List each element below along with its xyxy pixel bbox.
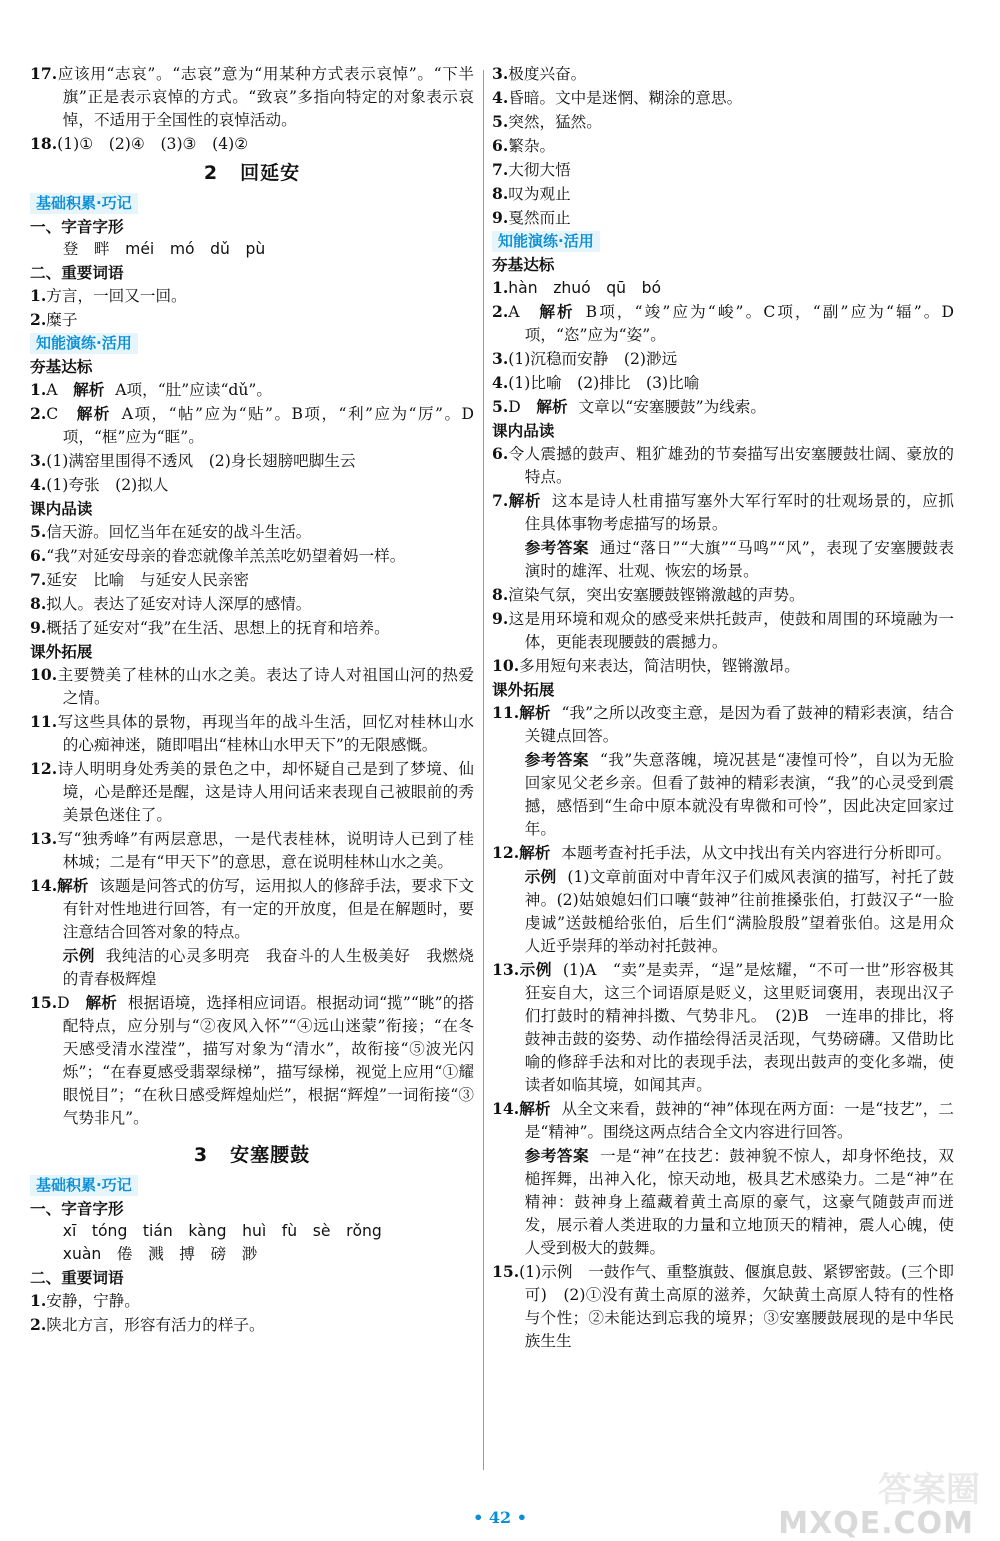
- answer-item: 9.戛然而止: [492, 208, 571, 227]
- answer-item: 14.解析 该题是问答式的仿写，运用拟人的修辞手法，要求下文有针对性地进行回答，有一定的开放度，但是在解题时，要注意结合回答对象的特点。: [30, 876, 474, 941]
- sub-heading: 课内品读: [30, 499, 93, 518]
- section-label: 知能演练·活用: [30, 333, 138, 354]
- answer-item: 2.A 解析 B项，“竣”应为“峻”。C项，“副”应为“辐”。D项，“恣”应为“姿”。: [492, 302, 954, 344]
- pinyin-line: xī tóng tián kàng huì fù sè rǒng: [62, 1222, 382, 1240]
- answer-item: 3.(1)满窑里围得不透风 (2)身长翅膀吧脚生云: [30, 451, 356, 470]
- answer-item: 14.解析 从全文来看，鼓神的“神”体现在两方面：一是“技艺”，二是“精神”。围绕这两点结合全文内容进行回答。: [492, 1099, 954, 1141]
- answer-item: 9.这是用环境和观众的感受来烘托鼓声，使鼓和周围的环境融为一体，更能表现腰鼓的震撼力。: [492, 609, 954, 651]
- watermark-site: MXQE.COM: [778, 1506, 974, 1541]
- sub-heading: 二、重要词语: [30, 263, 124, 282]
- answer-item: 8.拟人。表达了延安对诗人深厚的感情。: [30, 594, 312, 613]
- sub-heading: 一、字音字形: [30, 1199, 124, 1218]
- sub-heading: 夯基达标: [492, 255, 555, 274]
- answer-17: 17.应该用“志哀”。“志哀”意为“用某种方式表示哀悼”。“下半旗”正是表示哀悼的方式。“致哀”多指向特定的对象表示哀悼，不适用于全国性的哀悼活动。: [30, 64, 474, 129]
- example-answer: 示例 我纯洁的心灵多明亮 我奋斗的人生极美好 我燃烧的青春极辉煌: [62, 946, 474, 988]
- answer-item: 15.D 解析 根据语境，选择相应词语。根据动词“揽”“眺”的搭配特点，应分别与“②夜风入怀”“④远山迷蒙”衔接；“在冬天感受清水滢滢”，描写对象为“清水”，故衔接“⑤波光闪烁”；“在春夏感受翡翠绿梯”，描写绿梯，视觉上应用“①耀眼悦目”；“在秋日感受辉煌灿烂”，根据“辉煌”一词衔接“③气势非凡”。: [30, 993, 474, 1127]
- answer-item: 13.写“独秀峰”有两层意思，一是代表桂林，说明诗人已到了桂林城；二是有“甲天下”的意思，意在说明桂林山水之美。: [30, 829, 474, 871]
- answer-item: 6.令人震撼的鼓声、粗犷雄劲的节奏描写出安塞腰鼓壮阔、豪放的特点。: [492, 444, 954, 486]
- answer-number: 17.: [30, 64, 58, 83]
- answer-item: 1.hàn zhuó qū bó: [492, 278, 662, 297]
- answer-item: 1.安静，宁静。: [30, 1291, 140, 1310]
- answer-item: 4.(1)夸张 (2)拟人: [30, 475, 169, 494]
- answer-item: 8.渲染气氛，突出安塞腰鼓铿锵激越的声势。: [492, 585, 805, 604]
- answer-item: 15.(1)示例 一鼓作气、重整旗鼓、偃旗息鼓、紧锣密鼓。(三个即可) (2)①没有黄土高原的滋养，欠缺黄土高原人特有的性格与个性；②未能达到忘我的境界；③安塞腰鼓展现的是中华民族生生: [492, 1262, 954, 1350]
- watermark-logo: [762, 1462, 980, 1541]
- section-label: 基础积累·巧记: [30, 1175, 138, 1196]
- reference-answer: 参考答案 “我”失意落魄，境况甚是“凄惶可怜”，自以为无脸回家见父老乡亲。但看了鼓神的精彩表演，“我”的心灵受到震撼，感悟到“生命中原本就没有卑微和可怜”，因此决定回家过年。: [524, 750, 954, 838]
- watermark-brand: 答案圈: [878, 1470, 980, 1510]
- answer-item: 13.示例 (1)A “卖”是卖弄，“逞”是炫耀，“不可一世”形容极其狂妄自大，这三个词语原是贬义，这里贬词褒用，表现出汉子们打鼓时的精神抖擞、气势非凡。 (2)B 一连串的排比，将鼓神击鼓的姿势、动作描绘得活灵活现，气势磅礴。又借助比喻的修辞手法和对比的表现手法，表现出鼓声的变化多端，使读者如临其境，如闻其声。: [492, 960, 954, 1094]
- answer-item: 4.昏暗。文中是迷惘、糊涂的意思。: [492, 88, 743, 107]
- answer-item: 2.C 解析 A项，“帖”应为“贴”。B项，“利”应为“厉”。D项，“框”应为“眶”。: [30, 404, 474, 446]
- answer-18: 18.(1)① (2)④ (3)③ (4)②: [30, 134, 249, 153]
- answer-item: 6.“我”对延安母亲的眷恋就像羊羔羔吃奶望着妈一样。: [30, 546, 406, 565]
- page-number: • 42 •: [473, 1508, 527, 1527]
- sub-heading: 课外拓展: [30, 642, 93, 661]
- answer-item: 3.极度兴奋。: [492, 64, 587, 83]
- sub-heading: 二、重要词语: [30, 1268, 124, 1287]
- answer-item: 9.概括了延安对“我”在生活、思想上的抚育和培养。: [30, 618, 390, 637]
- lesson-title: 3 安塞腰鼓: [193, 1144, 311, 1166]
- reference-answer: 参考答案 一是“神”在技艺：鼓神貌不惊人，却身怀绝技，双槌挥舞，出神入化，惊天动地，极具艺术感染力。二是“神”在精神：鼓神身上蕴藏着黄土高原的豪气，这豪气随鼓声而迸发，展示着人类进取的力量和立地顶天的精神，震人心魄，使人受到极大的鼓舞。: [524, 1146, 954, 1257]
- answer-item: 6.繁杂。: [492, 136, 556, 155]
- answer-item: 4.(1)比喻 (2)排比 (3)比喻: [492, 373, 700, 392]
- answer-item: 5.突然，猛然。: [492, 112, 602, 131]
- example-answer: 示例 (1)文章前面对中青年汉子们威风表演的描写，衬托了鼓神。(2)姑娘媳妇们口嚷“鼓神”往前推搡张伯，打鼓汉子“一脸虔诚”送鼓槌给张伯，后生们“满脸殷殷”望着张伯。这是用众人近乎崇拜的举动衬托鼓神。: [524, 867, 954, 955]
- answer-item: 8.叹为观止: [492, 184, 571, 203]
- sub-heading: 一、字音字形: [30, 217, 124, 236]
- answer-item: 2.陕北方言，形容有活力的样子。: [30, 1315, 265, 1334]
- answer-item: 2.糜子: [30, 310, 78, 329]
- column-divider: [483, 70, 484, 1470]
- answer-item: 5.信天游。回忆当年在延安的战斗生活。: [30, 522, 312, 541]
- answer-item: 7.大彻大悟: [492, 160, 571, 179]
- answer-item: 11.解析 “我”之所以改变主意，是因为看了鼓神的精彩表演，结合关键点回答。: [492, 703, 954, 745]
- answer-item: 11.写这些具体的景物，再现当年的战斗生活，回忆对桂林山水的心痴神迷，随即唱出“桂林山水甲天下”的无限感慨。: [30, 712, 474, 754]
- answer-item: 7.延安 比喻 与延安人民亲密: [30, 570, 250, 589]
- answer-item: 5.D 解析 文章以“安塞腰鼓”为线索。: [492, 397, 766, 416]
- left-column: [30, 62, 474, 1337]
- section-label: 知能演练·活用: [492, 231, 600, 252]
- right-column: [492, 62, 954, 1353]
- answer-item: 1.A 解析 A项，“肚”应读“dǔ”。: [30, 380, 273, 399]
- sub-heading: 课外拓展: [492, 680, 555, 699]
- answer-item: 7.解析 这本是诗人杜甫描写塞外大军行军时的壮观场景的，应抓住具体事物考虑描写的场景。: [492, 491, 954, 533]
- answer-item: 1.方言，一回又一回。: [30, 286, 187, 305]
- pinyin-line: xuàn 倦 溅 搏 磅 渺: [62, 1245, 258, 1263]
- pinyin-line: 登 畔 méi mó dǔ pù: [62, 240, 266, 258]
- answer-item: 10.多用短句来表达，简洁明快，铿锵激昂。: [492, 656, 800, 675]
- answer-item: 12.诗人明明身处秀美的景色之中，却怀疑自己是到了梦境、仙境，心是醉还是醒，这是诗人用问话来表现自己被眼前的秀美景色迷住了。: [30, 759, 474, 824]
- lesson-title: 2 回延安: [203, 162, 301, 184]
- reference-answer: 参考答案 通过“落日”“大旗”“马鸣”“风”，表现了安塞腰鼓表演时的雄浑、壮观、恢宏的场景。: [524, 538, 954, 580]
- answer-item: 12.解析 本题考查衬托手法，从文中找出有关内容进行分析即可。: [492, 843, 952, 862]
- sub-heading: 夯基达标: [30, 357, 93, 376]
- answer-item: 10.主要赞美了桂林的山水之美。表达了诗人对祖国山河的热爱之情。: [30, 665, 474, 707]
- section-label: 基础积累·巧记: [30, 193, 138, 214]
- sub-heading: 课内品读: [492, 421, 555, 440]
- answer-item: 3.(1)沉稳而安静 (2)渺远: [492, 349, 678, 368]
